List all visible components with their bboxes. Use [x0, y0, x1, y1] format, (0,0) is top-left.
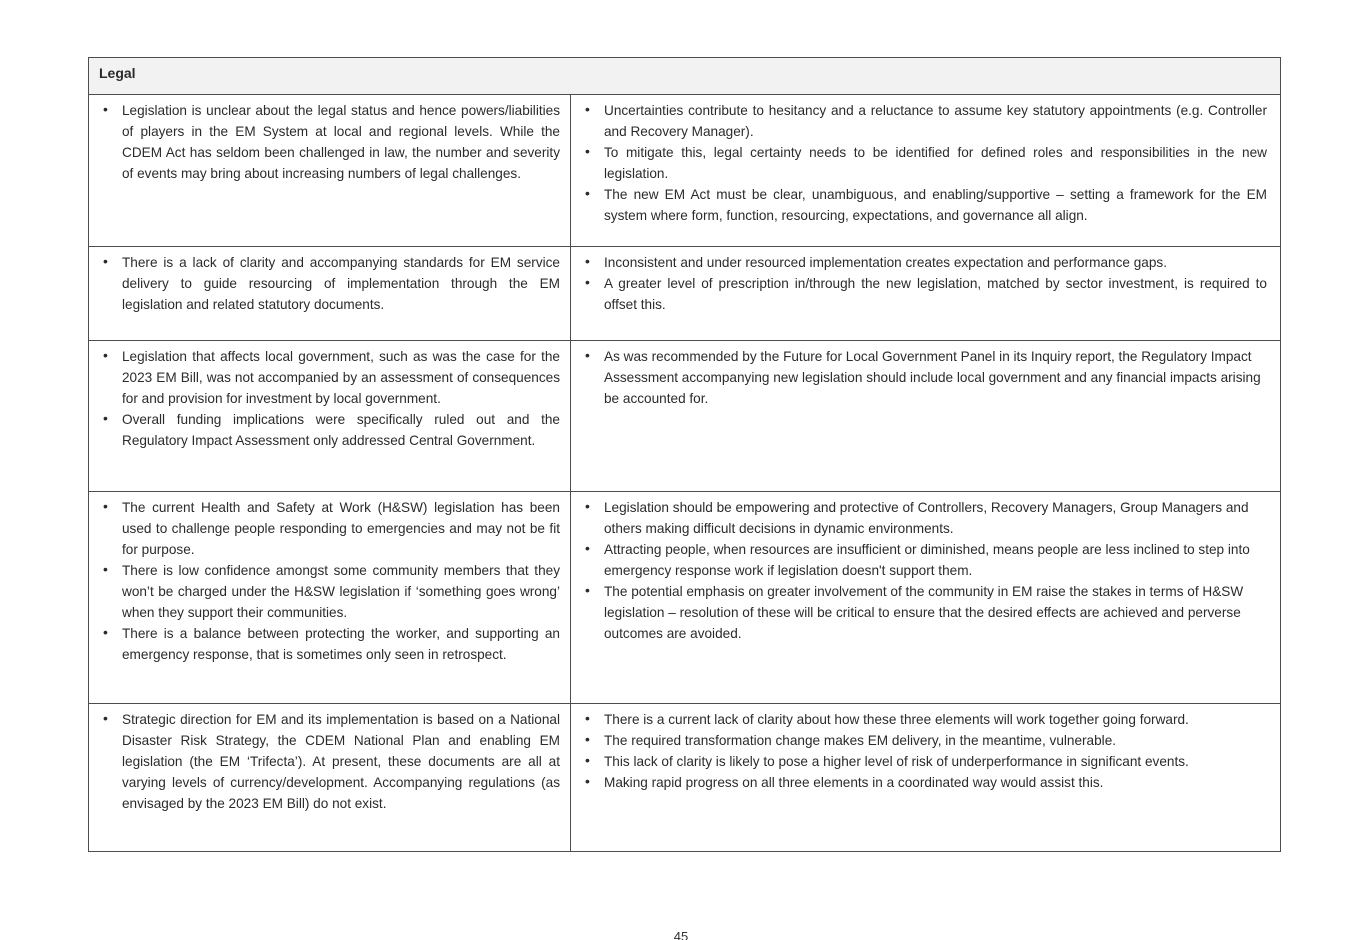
bullet-text: There is a lack of clarity and accompanying standards for EM service delivery to guide resourcing of implementation through the EM legislation and related statutory documents.: [122, 255, 560, 312]
bullet-item: [571, 581, 1267, 644]
bullet-list: [571, 709, 1267, 793]
bullet-item: [571, 346, 1267, 409]
bullet-list: [89, 497, 560, 665]
bullet-text: This lack of clarity is likely to pose a higher level of risk of underperformance in significant events.: [604, 754, 1189, 769]
table-cell-left: [89, 704, 571, 851]
bullet-list: [571, 252, 1267, 315]
table-cell-right: [571, 341, 1280, 491]
bullet-marker: •: [585, 347, 590, 363]
bullet-list: [89, 346, 560, 451]
bullet-text: Strategic direction for EM and its implementation is based on a National Disaster Risk Strategy, the CDEM National Plan and enabling EM legislation (the EM ‘Trifecta’). At present, these documents are all at varying levels of currency/development. Accompanying regulations (as envisaged by the 2023 EM Bill) do not exist.: [122, 712, 560, 811]
bullet-item: [89, 100, 560, 184]
bullet-text: Uncertainties contribute to hesitancy and a reluctance to assume key statutory appointments (e.g. Controller and Recovery Manager).: [604, 103, 1267, 139]
table-row: [89, 341, 1280, 492]
table-cell-right: [571, 704, 1280, 851]
bullet-item: [89, 560, 560, 623]
table-row: [89, 247, 1280, 341]
bullet-marker: •: [585, 143, 590, 159]
bullet-item: [571, 751, 1267, 772]
bullet-text: A greater level of prescription in/through the new legislation, matched by sector investment, is required to offset this.: [604, 276, 1267, 312]
bullet-marker: •: [585, 582, 590, 598]
table-row: [89, 704, 1280, 851]
table-cell-left: [89, 341, 571, 491]
table-cell-right: [571, 95, 1280, 246]
bullet-list: [89, 100, 560, 184]
table-cell-left: [89, 492, 571, 703]
page-number: 45: [673, 929, 689, 940]
table-title: Legal: [99, 65, 136, 81]
bullet-marker: •: [585, 498, 590, 514]
bullet-item: [571, 730, 1267, 751]
bullet-item: [571, 772, 1267, 793]
bullet-item: [571, 539, 1267, 581]
bullet-marker: •: [103, 253, 108, 269]
bullet-marker: •: [585, 773, 590, 789]
table-cell-right: [571, 492, 1280, 703]
bullet-item: [89, 623, 560, 665]
table-row: [89, 95, 1280, 247]
bullet-text: Legislation is unclear about the legal status and hence powers/liabilities of players in the EM System at local and regional levels. While the CDEM Act has seldom been challenged in law, the number and severity of events may bring about increasing numbers of legal challenges.: [122, 103, 560, 181]
bullet-marker: •: [585, 185, 590, 201]
bullet-text: The required transformation change makes EM delivery, in the meantime, vulnerable.: [604, 733, 1117, 748]
bullet-marker: •: [585, 253, 590, 269]
bullet-item: [571, 497, 1267, 539]
bullet-marker: •: [585, 540, 590, 556]
bullet-marker: •: [103, 710, 108, 726]
bullet-text: The potential emphasis on greater involvement of the community in EM raise the stakes in terms of H&SW legislation – resolution of these will be critical to ensure that the desired effects are achieved and perverse outcomes are avoided.: [604, 584, 1244, 641]
bullet-text: Overall funding implications were specifically ruled out and the Regulatory Impact Assessment only addressed Central Government.: [122, 412, 560, 448]
bullet-text: Legislation should be empowering and protective of Controllers, Recovery Managers, Group Managers and others making difficult decisions in dynamic environments.: [604, 500, 1249, 536]
bullet-item: [571, 273, 1267, 315]
bullet-marker: •: [103, 347, 108, 363]
table-body: [89, 95, 1280, 851]
bullet-list: [571, 346, 1267, 409]
bullet-list: [89, 252, 560, 315]
bullet-marker: •: [585, 731, 590, 747]
bullet-text: There is low confidence amongst some community members that they won’t be charged under the H&SW legislation if ‘something goes wrong’ when they support their communities.: [122, 563, 560, 620]
bullet-marker: •: [103, 624, 108, 640]
bullet-item: [89, 409, 560, 451]
bullet-marker: •: [585, 274, 590, 290]
bullet-marker: •: [103, 101, 108, 117]
bullet-list: [571, 100, 1267, 226]
bullet-item: [571, 252, 1267, 273]
table-cell-right: [571, 247, 1280, 340]
bullet-item: [89, 346, 560, 409]
bullet-text: To mitigate this, legal certainty needs to be identified for defined roles and responsibilities in the new legislation.: [604, 145, 1267, 181]
bullet-item: [571, 709, 1267, 730]
table-header: [89, 58, 1280, 95]
legal-table: [88, 57, 1281, 852]
table-cell-left: [89, 95, 571, 246]
bullet-marker: •: [103, 410, 108, 426]
bullet-text: Inconsistent and under resourced implementation creates expectation and performance gaps.: [604, 255, 1167, 270]
bullet-list: [89, 709, 560, 814]
table-row: [89, 492, 1280, 704]
bullet-item: [571, 142, 1267, 184]
bullet-text: As was recommended by the Future for Local Government Panel in its Inquiry report, the Regulatory Impact Assessment accompanying new legislation should include local government and any financial impacts arising be accounted for.: [604, 349, 1261, 406]
bullet-item: [89, 497, 560, 560]
bullet-marker: •: [103, 561, 108, 577]
table-cell-left: [89, 247, 571, 340]
bullet-text: The new EM Act must be clear, unambiguous, and enabling/supportive – setting a framework for the EM system where form, function, resourcing, expectations, and governance all align.: [604, 187, 1267, 223]
bullet-text: There is a balance between protecting the worker, and supporting an emergency response, that is sometimes only seen in retrospect.: [122, 626, 560, 662]
bullet-item: [89, 252, 560, 315]
bullet-marker: •: [103, 498, 108, 514]
bullet-marker: •: [585, 710, 590, 726]
bullet-text: Attracting people, when resources are insufficient or diminished, means people are less inclined to step into emergency response work if legislation doesn't support them.: [604, 542, 1250, 578]
bullet-marker: •: [585, 752, 590, 768]
bullet-text: Making rapid progress on all three elements in a coordinated way would assist this.: [604, 775, 1104, 790]
bullet-item: [571, 184, 1267, 226]
bullet-item: [571, 100, 1267, 142]
bullet-list: [571, 497, 1267, 644]
bullet-item: [89, 709, 560, 814]
bullet-text: The current Health and Safety at Work (H&SW) legislation has been used to challenge people responding to emergencies and may not be fit for purpose.: [122, 500, 560, 557]
bullet-text: Legislation that affects local government, such as was the case for the 2023 EM Bill, was not accompanied by an assessment of consequences for and provision for investment by local government.: [122, 349, 560, 406]
bullet-marker: •: [585, 101, 590, 117]
bullet-text: There is a current lack of clarity about how these three elements will work together going forward.: [604, 712, 1189, 727]
